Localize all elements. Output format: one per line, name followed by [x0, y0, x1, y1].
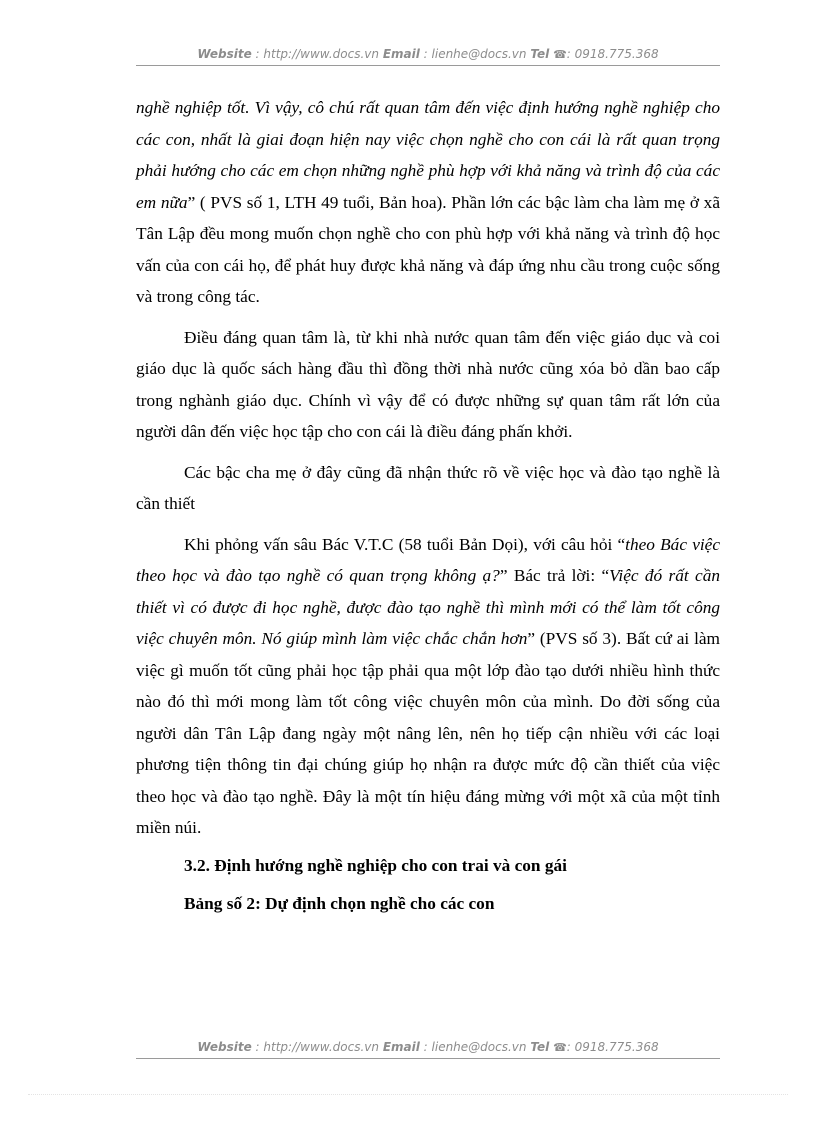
footer-email-value: : lienhe@docs.vn — [423, 1040, 527, 1054]
interview-reply-label: ” Bác trả lời: “ — [499, 566, 610, 585]
page-header — [136, 47, 720, 66]
quote-italic: nghề nghiệp tốt. Vì vậy, cô chú rất quan tâm đến việc định hướng nghề nghiệp cho các con, nhất là giai đoạn hiện nay việc chọn nghề cho con cái là rất quan trọng phải hướng cho các em chọn những nghề phù hợp với khả năng và trình độ của các em nữa — [136, 98, 720, 212]
interview-answer: Việc đó rất cần thiết vì có được đi học nghề, được đào tạo nghề thì mình mới có thể làm tốt công việc chuyên môn. Nó giúp mình làm việc chắc chắn hơn — [136, 566, 720, 648]
phone-icon: ☎ — [553, 1041, 567, 1054]
interview-intro: Khi phỏng vấn sâu Bác V.T.C (58 tuổi Bản Dọi), với câu hỏi “ — [184, 534, 626, 554]
phone-icon: ☎ — [553, 48, 567, 61]
page-boundary-line — [28, 1094, 788, 1095]
footer-website-value: : http://www.docs.vn — [255, 1040, 379, 1054]
footer-tel-label: Tel — [530, 1040, 550, 1054]
header-website-value: : http://www.docs.vn — [255, 47, 379, 61]
interview-question: theo Bác việc theo học và đào tạo nghề có quan trọng không ạ? — [136, 534, 721, 585]
paragraph-2: Điều đáng quan tâm là, từ khi nhà nước quan tâm đến việc giáo dục và coi giáo dục là quốc sách hàng đầu thì đồng thời nhà nước cũng xóa bỏ dần bao cấp trong nghành giáo dục. Chính vì vậy để có được những sự quan tâm rất lớn của người dân đến việc học tập cho con cái là điều đáng phấn khởi. — [136, 327, 720, 441]
paragraph-1 — [136, 92, 720, 313]
page-footer — [136, 1040, 720, 1059]
paragraph-1-rest: ” ( PVS số 1, LTH 49 tuổi, Bản hoa). Phần lớn các bậc làm cha làm mẹ ở xã Tân Lập đều mong muốn chọn nghề cho con phù hợp với khả năng và trình độ học vấn của con cái họ, để phát huy được khả năng và đáp ứng nhu cầu trong cuộc sống và trong công tác. — [136, 192, 720, 306]
paragraph-4-rest: ” (PVS số 3). Bất cứ ai làm việc gì muốn tốt cũng phải học tập phải qua một lớp đào tạo dưới nhiều hình thức nào đó thì mới mong làm tốt công việc chuyên môn của mình. Do đời sống của người dân Tân Lập đang ngày một nâng lên, nên họ tiếp cận nhiều với các loại phương tiện thông tin đại chúng giúp họ nhận ra được mức độ cần thiết của việc theo học và đào tạo nghề. Đây là một tín hiệu đáng mừng với một xã của một tỉnh miền núi. — [136, 629, 720, 837]
paragraph-3: Các bậc cha mẹ ở đây cũng đã nhận thức rõ về việc học và đào tạo nghề là cần thiết — [136, 462, 720, 513]
paragraph-4 — [136, 529, 720, 844]
header-website-label: Website — [197, 47, 252, 61]
section-heading: 3.2. Định hướng nghề nghiệp cho con trai và con gái — [184, 855, 567, 875]
footer-email-label: Email — [382, 1040, 420, 1054]
header-tel-value: : 0918.775.368 — [566, 47, 659, 61]
footer-tel-value: : 0918.775.368 — [566, 1040, 659, 1054]
header-email-label: Email — [382, 47, 420, 61]
header-tel-label: Tel — [530, 47, 550, 61]
document-body — [136, 92, 720, 920]
footer-website-label: Website — [197, 1040, 252, 1054]
table-caption: Bảng số 2: Dự định chọn nghề cho các con — [184, 894, 495, 913]
header-email-value: : lienhe@docs.vn — [423, 47, 527, 61]
